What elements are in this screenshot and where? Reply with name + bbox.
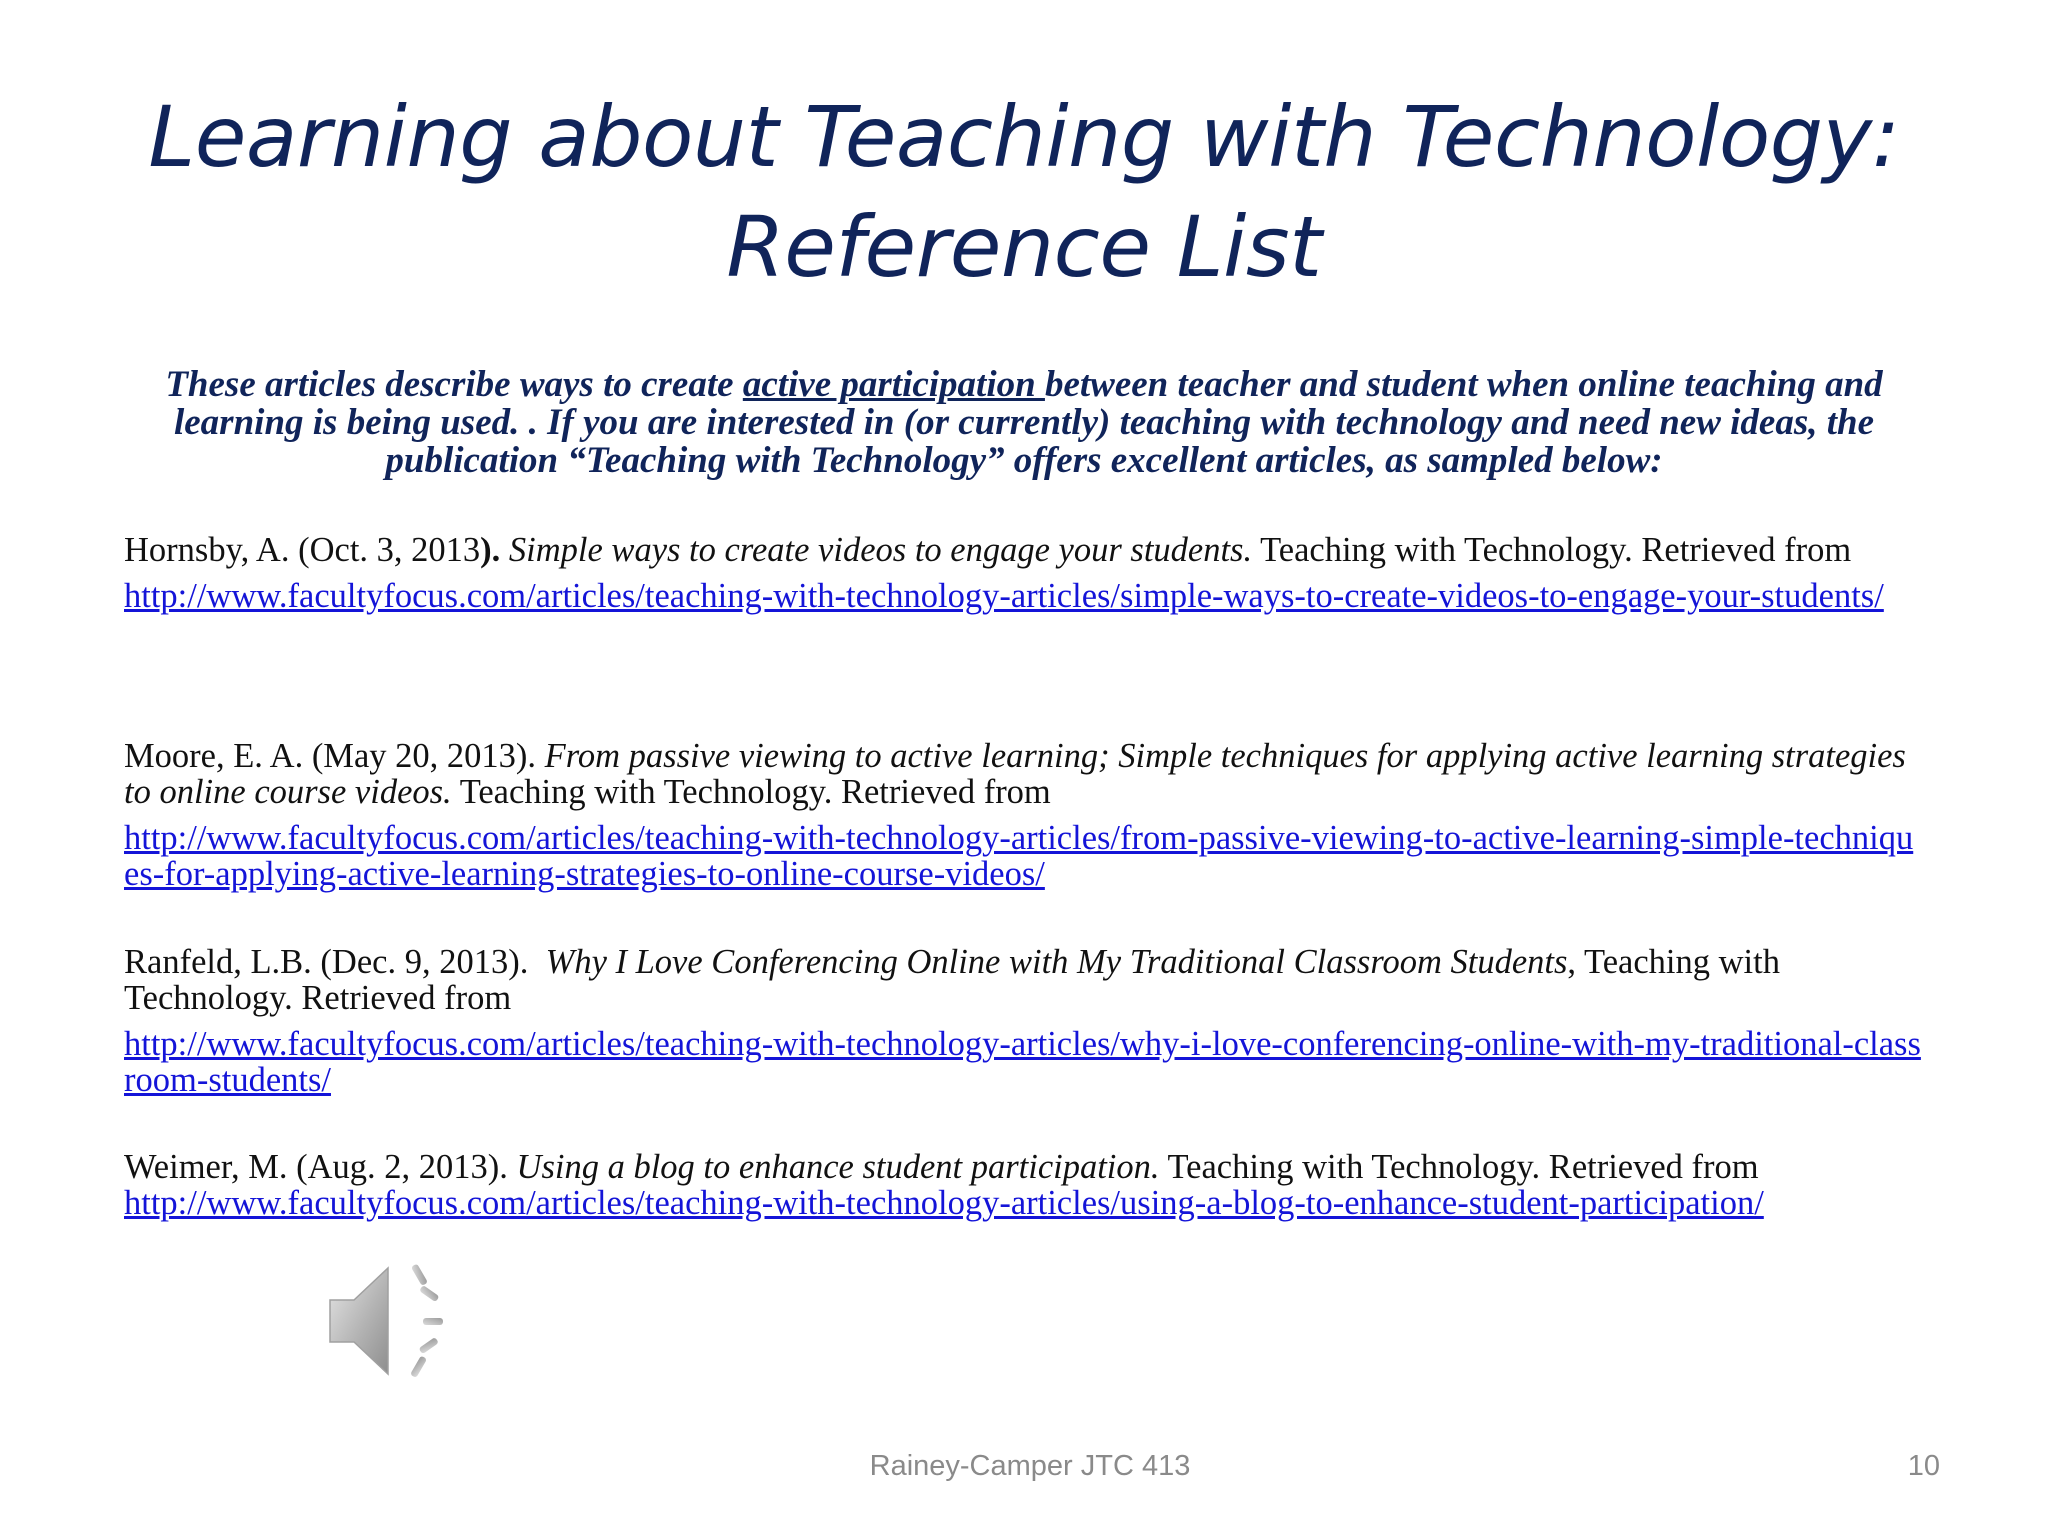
reference-author-date: Hornsby, A. (Oct. 3, 2013: [124, 531, 481, 569]
reference-citation: [124, 1149, 1924, 1185]
reference-link[interactable]: http://www.facultyfocus.com/articles/teaching-with-technology-articles/from-passive-viewing-to-active-learning-simple-techniques-for-applying-active-learning-strategies-to-online-course-videos/: [124, 819, 1914, 893]
reference-source: Teaching with Technology. Retrieved from: [451, 773, 1051, 811]
reference-citation: [124, 944, 1924, 1016]
reference-author-date: Moore, E. A. (May 20, 2013).: [124, 737, 537, 775]
reference-link[interactable]: http://www.facultyfocus.com/articles/teaching-with-technology-articles/why-i-love-conferencing-online-with-my-traditional-classroom-students/: [124, 1025, 1921, 1099]
reference-author-date: Weimer, M. (Aug. 2, 2013).: [124, 1148, 508, 1186]
reference-source: , Teaching with Technology. Retrieved from: [124, 943, 1780, 1017]
reference-author-date: Ranfeld, L.B. (Dec. 9, 2013).: [124, 943, 546, 981]
reference-bold-mark: ).: [480, 531, 501, 569]
reference-title: Why I Love Conferencing Online with My Traditional Classroom Students: [545, 943, 1568, 981]
speaker-icon[interactable]: [322, 1256, 472, 1386]
reference-link[interactable]: http://www.facultyfocus.com/articles/teaching-with-technology-articles/using-a-blog-to-enhance-student-participation/: [124, 1184, 1764, 1222]
slide-footer: Rainey-Camper JTC 413: [869, 1450, 1191, 1482]
reference-citation: [124, 738, 1924, 810]
reference-citation: [124, 532, 1924, 568]
speaker-icon-graphic: [322, 1256, 472, 1386]
intro-underlined-phrase: active participation: [742, 364, 1045, 405]
reference-title: Using a blog to enhance student participation.: [516, 1148, 1160, 1186]
reference-item-moore: [124, 738, 1924, 892]
slide-title: [124, 82, 1924, 302]
slide-title-line-2: Reference List: [726, 198, 1322, 296]
reference-source: Teaching with Technology. Retrieved from: [1252, 531, 1852, 569]
reference-title: Simple ways to create videos to engage your students.: [508, 531, 1253, 569]
reference-link[interactable]: http://www.facultyfocus.com/articles/teaching-with-technology-articles/simple-ways-to-create-videos-to-engage-your-students/: [124, 577, 1884, 615]
intro-text-part-1: These articles describe ways to create: [165, 364, 743, 405]
intro-paragraph: [120, 366, 1928, 480]
reference-item-weimer: [124, 1149, 1924, 1221]
reference-title: From passive viewing to active learning; Simple techniques for applying active learning strategies to online course videos.: [124, 737, 1906, 811]
reference-item-hornsby: [124, 532, 1924, 614]
reference-source: Teaching with Technology. Retrieved from: [1159, 1148, 1759, 1186]
intro-text-part-2: between teacher and student when online teaching and learning is being used. . If you are interested in (or currently) teaching with technology and need new ideas, the publication “Teaching with Technology” offers excellent articles, as sampled below:: [173, 364, 1883, 481]
page-number: 10: [1907, 1450, 1940, 1482]
slide-title-line-1: Learning about Teaching with Technology:: [148, 88, 1900, 186]
reference-item-ranfeld: [124, 944, 1924, 1098]
